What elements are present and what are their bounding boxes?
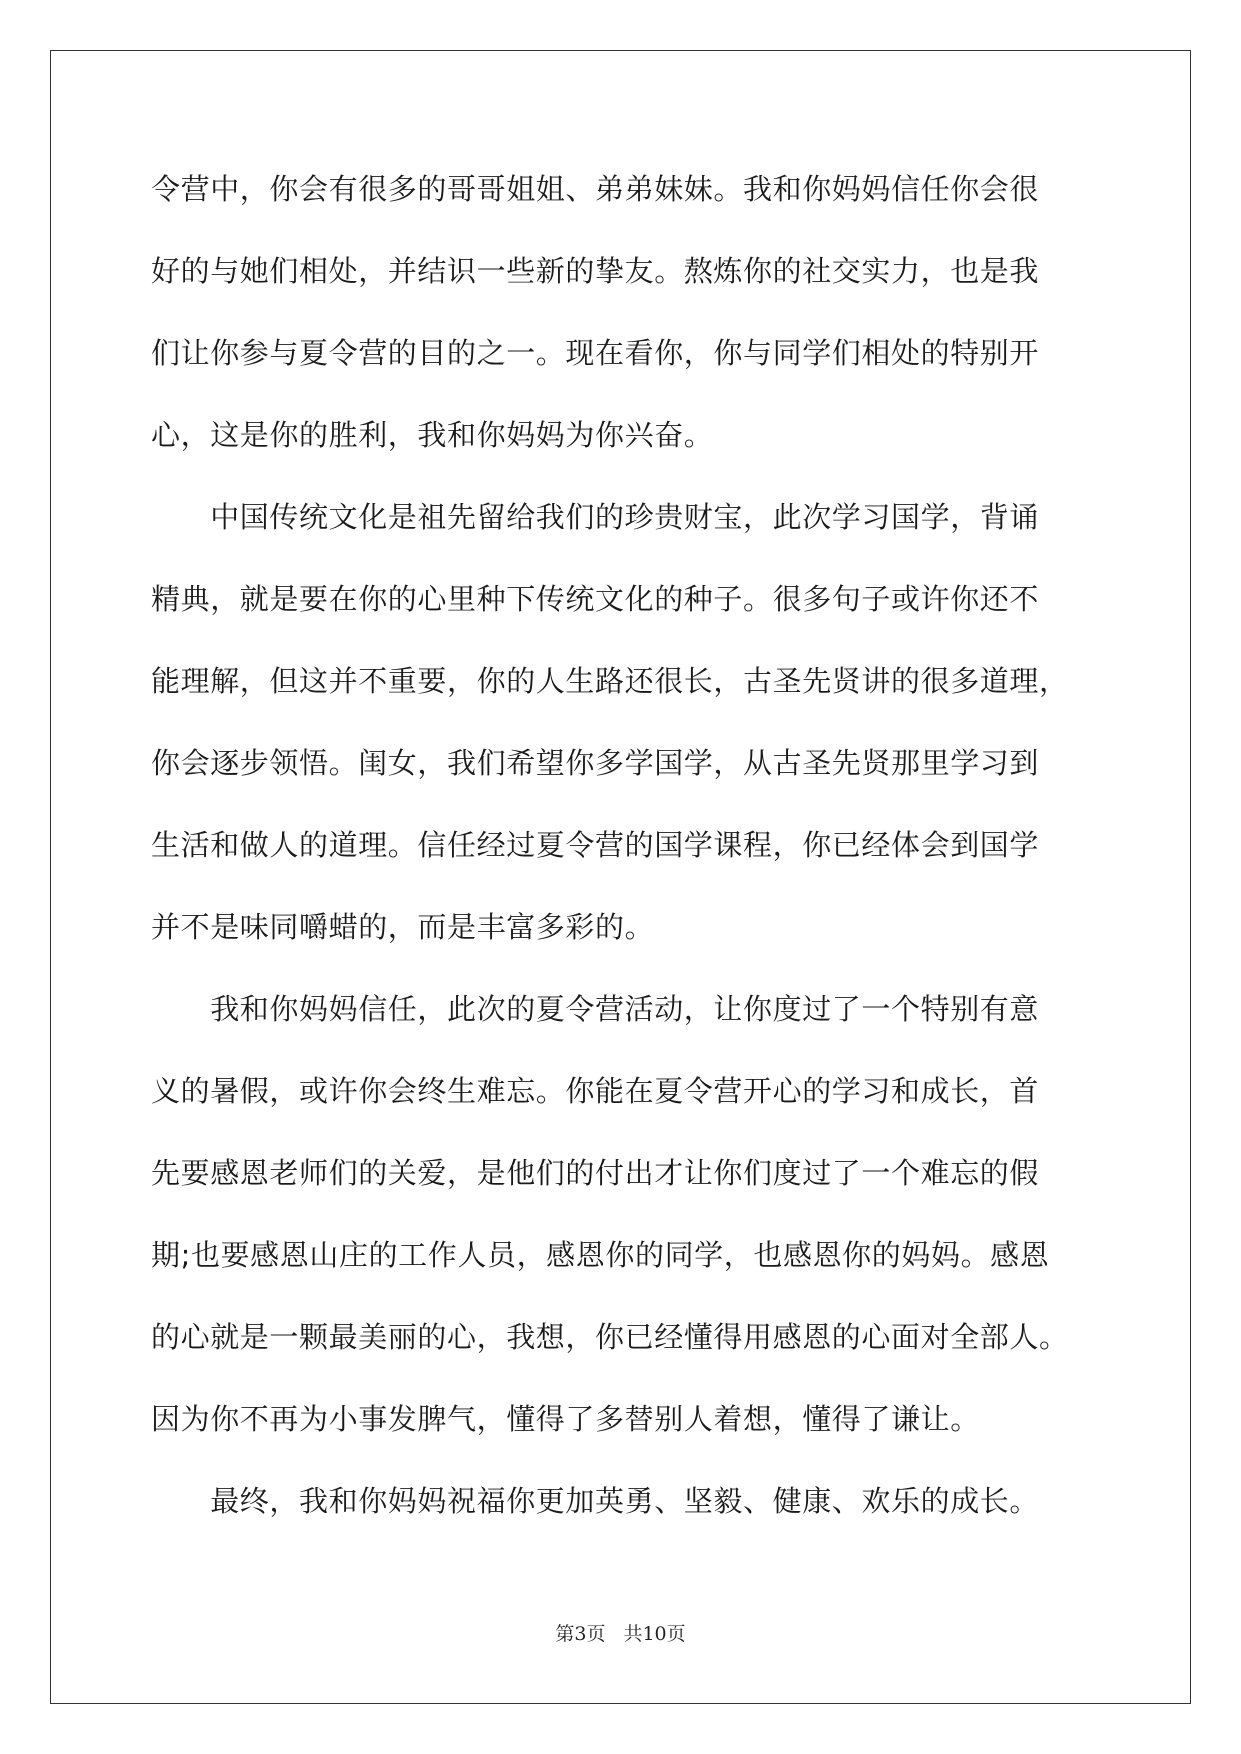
text-line: 并不是味同嚼蜡的，而是丰富多彩的。 <box>151 910 655 944</box>
text-line: 们让你参与夏令营的目的之一。现在看你，你与同学们相处的特别开 <box>151 336 1040 370</box>
text-line: 因为你不再为小事发脾气，懂得了多替别人着想，懂得了谦让。 <box>151 1402 980 1436</box>
text-line: 你会逐步领悟。闺女，我们希望你多学国学，从古圣先贤那里学习到 <box>151 746 1040 780</box>
page-number: 第3页 <box>555 1623 606 1645</box>
text-line: 期;也要感恩山庄的工作人员，感恩你的同学，也感恩你的妈妈。感恩 <box>151 1238 1050 1272</box>
text-line: 能理解，但这并不重要，你的人生路还很长，古圣先贤讲的很多道理， <box>151 664 1069 698</box>
text-line: 生活和做人的道理。信任经过夏令营的国学课程，你已经体会到国学 <box>151 828 1040 862</box>
page-total: 共10页 <box>623 1623 686 1645</box>
paragraph-start-line: 最终，我和你妈妈祝福你更加英勇、坚毅、健康、欢乐的成长。 <box>151 1484 1040 1518</box>
text-line: 令营中，你会有很多的哥哥姐姐、弟弟妹妹。我和你妈妈信任你会很 <box>151 172 1040 206</box>
text-line: 精典，就是要在你的心里种下传统文化的种子。很多句子或许你还不 <box>151 582 1040 616</box>
text-line: 先要感恩老师们的关爱，是他们的付出才让你们度过了一个难忘的假 <box>151 1156 1040 1190</box>
text-line: 心，这是你的胜利，我和你妈妈为你兴奋。 <box>151 418 714 452</box>
paragraph-start-line: 我和你妈妈信任，此次的夏令营活动，让你度过了一个特别有意 <box>151 992 1040 1026</box>
paragraph-start-line: 中国传统文化是祖先留给我们的珍贵财宝，此次学习国学，背诵 <box>151 500 1040 534</box>
text-line: 义的暑假，或许你会终生难忘。你能在夏令营开心的学习和成长，首 <box>151 1074 1040 1108</box>
text-line: 好的与她们相处，并结识一些新的挚友。熬炼你的社交实力，也是我 <box>151 254 1040 288</box>
page-footer <box>0 1619 1241 1646</box>
text-line: 的心就是一颗最美丽的心，我想，你已经懂得用感恩的心面对全部人。 <box>151 1320 1069 1354</box>
letter-body <box>151 161 1091 1555</box>
